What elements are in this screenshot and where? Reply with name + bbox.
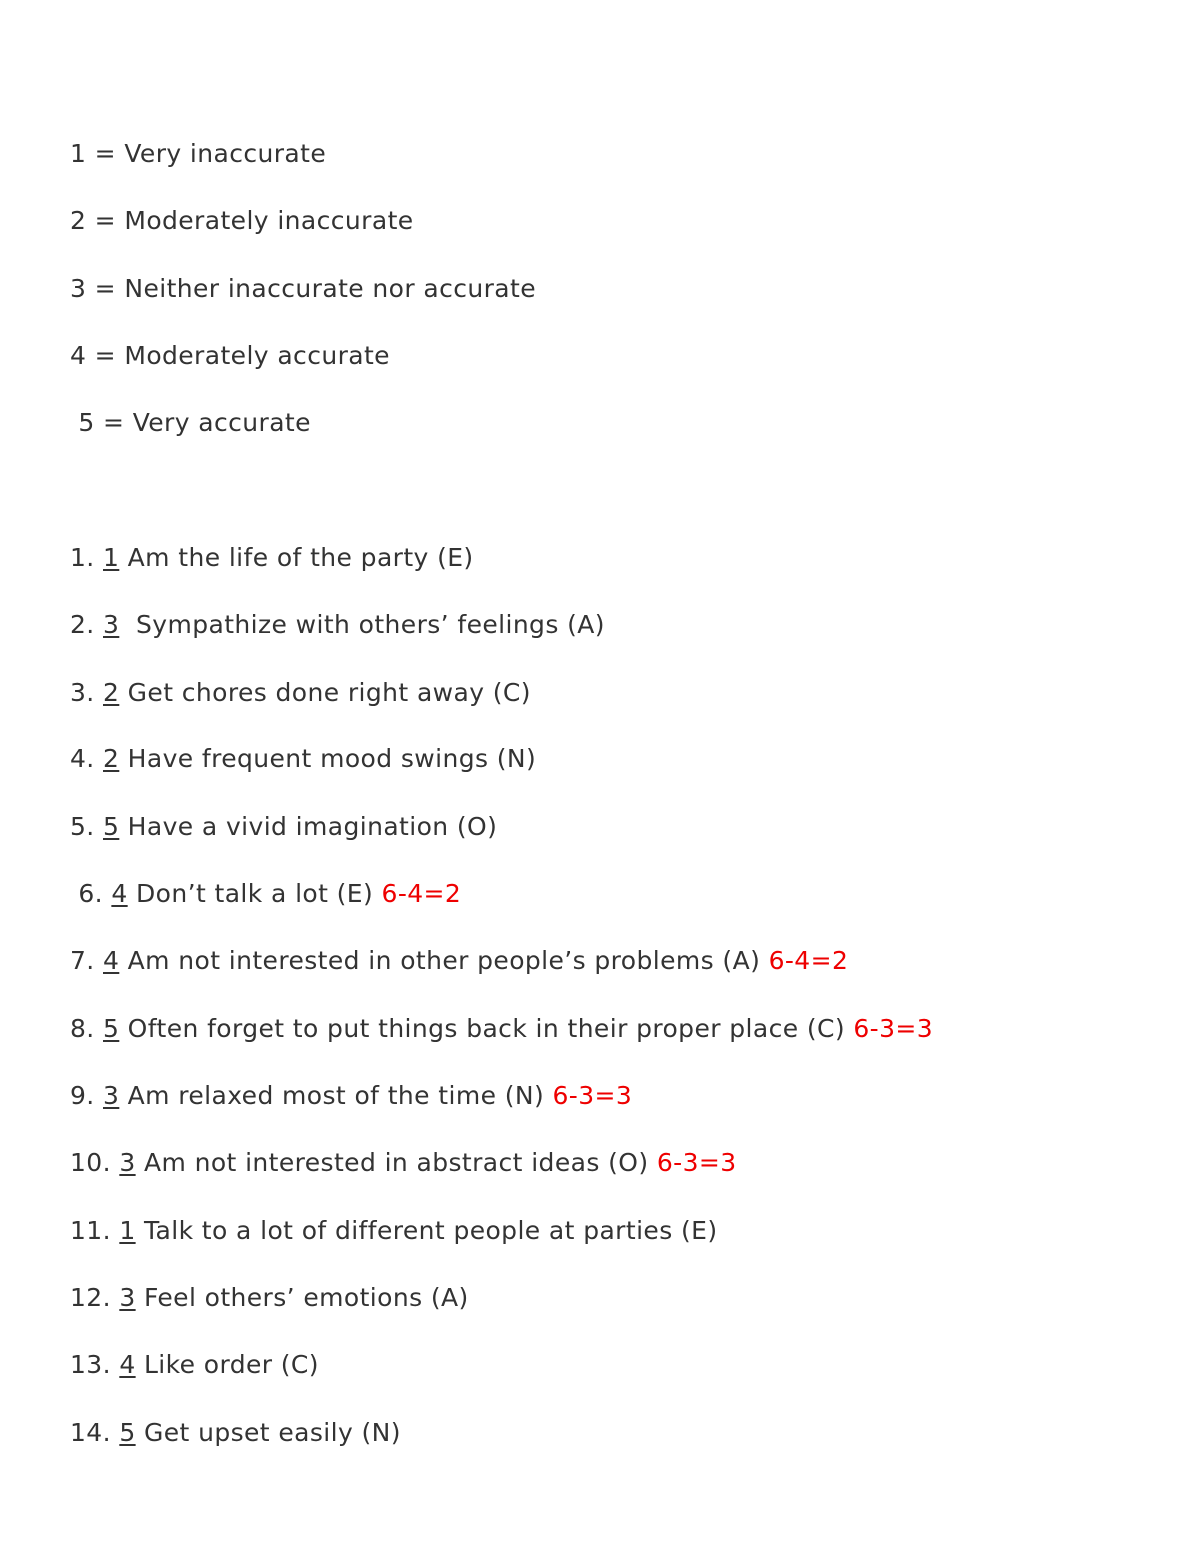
item-text: Feel others’ emotions (A) bbox=[135, 1283, 469, 1312]
item-text: Sympathize with others’ feelings (A) bbox=[119, 610, 605, 639]
item-rating: 4 bbox=[111, 879, 128, 908]
item-number: 7. bbox=[70, 946, 103, 975]
item-text: Am not interested in abstract ideas (O) bbox=[135, 1148, 657, 1177]
item-rating: 3 bbox=[103, 610, 120, 639]
item-number: 1. bbox=[70, 543, 103, 572]
item-reverse-score: 6-4=2 bbox=[381, 879, 462, 908]
item-text: Am the life of the party (E) bbox=[119, 543, 474, 572]
item-number: 9. bbox=[70, 1081, 103, 1110]
scale-legend-2: 2 = Moderately inaccurate bbox=[70, 206, 414, 235]
item-rating: 5 bbox=[103, 1014, 120, 1043]
list-item bbox=[70, 1147, 737, 1179]
item-number: 2. bbox=[70, 610, 103, 639]
item-rating: 5 bbox=[103, 812, 120, 841]
item-text: Am relaxed most of the time (N) bbox=[119, 1081, 553, 1110]
item-text: Often forget to put things back in their proper place (C) bbox=[119, 1014, 854, 1043]
item-reverse-score: 6-3=3 bbox=[853, 1014, 934, 1043]
item-text: Have a vivid imagination (O) bbox=[119, 812, 498, 841]
item-rating: 1 bbox=[103, 543, 120, 572]
item-number: 10. bbox=[70, 1148, 120, 1177]
item-number: 3. bbox=[70, 678, 103, 707]
list-item bbox=[70, 1417, 401, 1449]
item-number: 12. bbox=[70, 1283, 120, 1312]
scale-legend-4: 4 = Moderately accurate bbox=[70, 341, 390, 370]
list-item bbox=[70, 677, 531, 709]
list-item bbox=[70, 811, 497, 843]
item-rating: 4 bbox=[103, 946, 120, 975]
item-text: Have frequent mood swings (N) bbox=[119, 744, 537, 773]
list-item bbox=[70, 878, 461, 910]
list-item bbox=[70, 1013, 933, 1045]
item-text: Am not interested in other people’s problems (A) bbox=[119, 946, 769, 975]
item-number: 13. bbox=[70, 1350, 120, 1379]
item-text: Like order (C) bbox=[135, 1350, 319, 1379]
list-item bbox=[70, 743, 536, 775]
scale-legend-5: 5 = Very accurate bbox=[70, 408, 311, 437]
item-rating: 3 bbox=[119, 1148, 136, 1177]
item-number: 14. bbox=[70, 1418, 120, 1447]
list-item bbox=[70, 609, 605, 641]
item-reverse-score: 6-3=3 bbox=[552, 1081, 633, 1110]
item-rating: 2 bbox=[103, 678, 120, 707]
item-rating: 2 bbox=[103, 744, 120, 773]
item-text: Talk to a lot of different people at parties (E) bbox=[135, 1216, 718, 1245]
item-number: 8. bbox=[70, 1014, 103, 1043]
item-text: Get upset easily (N) bbox=[135, 1418, 401, 1447]
item-text: Get chores done right away (C) bbox=[119, 678, 531, 707]
scale-legend-3: 3 = Neither inaccurate nor accurate bbox=[70, 274, 537, 303]
item-rating: 3 bbox=[119, 1283, 136, 1312]
item-number: 4. bbox=[70, 744, 103, 773]
item-reverse-score: 6-4=2 bbox=[768, 946, 849, 975]
item-rating: 4 bbox=[119, 1350, 136, 1379]
list-item bbox=[70, 1080, 632, 1112]
scale-legend-1: 1 = Very inaccurate bbox=[70, 139, 327, 168]
list-item bbox=[70, 1215, 717, 1247]
list-item bbox=[70, 1282, 469, 1314]
item-reverse-score: 6-3=3 bbox=[656, 1148, 737, 1177]
item-rating: 3 bbox=[103, 1081, 120, 1110]
list-item bbox=[70, 1349, 319, 1381]
list-item bbox=[70, 945, 848, 977]
item-text: Don’t talk a lot (E) bbox=[127, 879, 382, 908]
item-number: 5. bbox=[70, 812, 103, 841]
item-rating: 1 bbox=[119, 1216, 136, 1245]
item-number: 11. bbox=[70, 1216, 120, 1245]
item-number: 6. bbox=[70, 879, 112, 908]
item-rating: 5 bbox=[119, 1418, 136, 1447]
list-item bbox=[70, 542, 474, 574]
